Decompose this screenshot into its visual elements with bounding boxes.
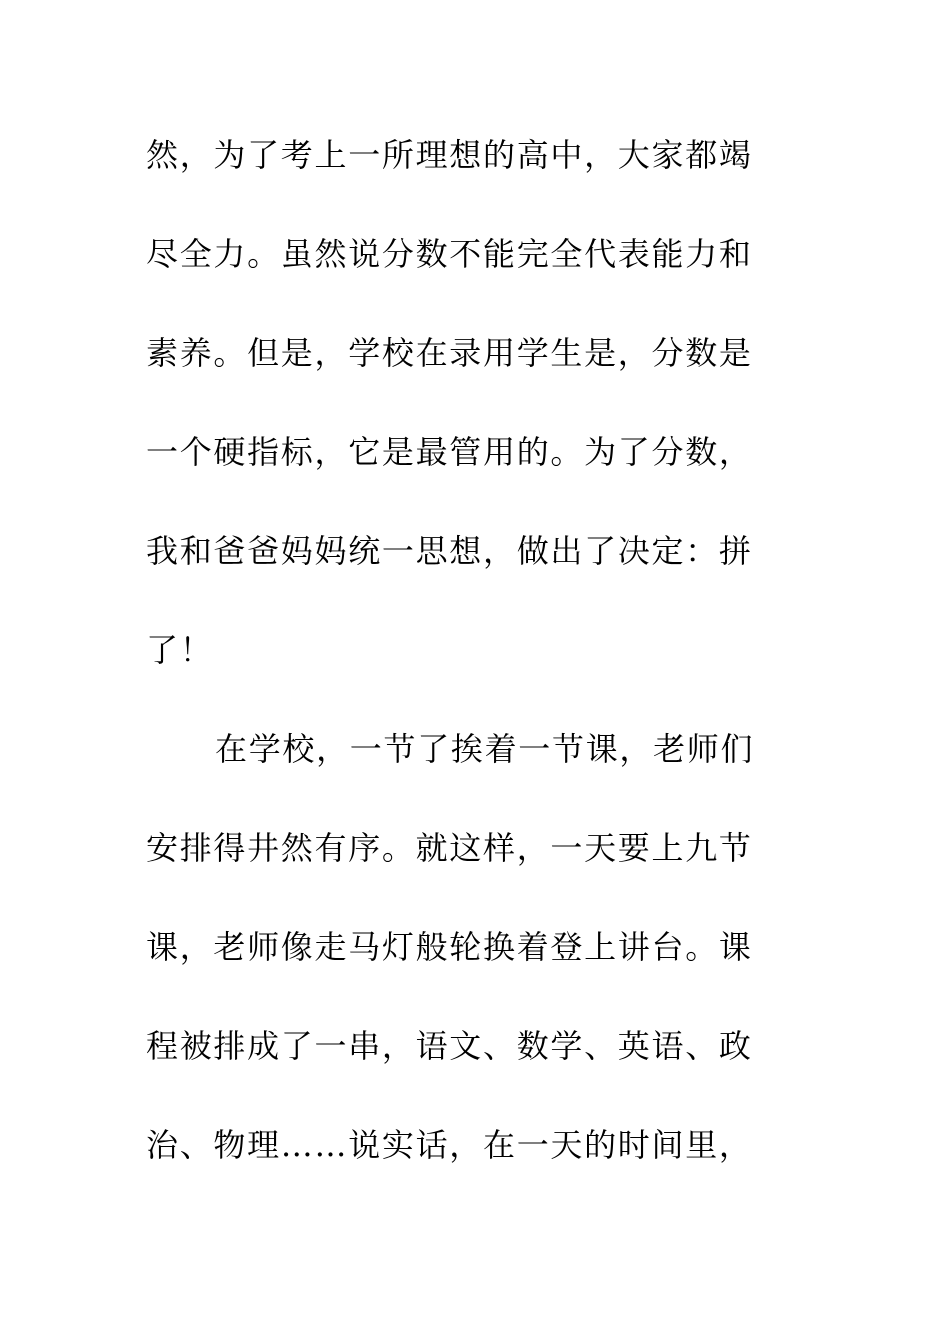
text-line: 程被排成了一串，语文、数学、英语、政 <box>146 1027 753 1065</box>
text-line: 尽全力。虽然说分数不能完全代表能力和 <box>146 235 753 273</box>
text-line: 课，老师像走马灯般轮换着登上讲台。课 <box>146 928 753 966</box>
text-line: 了！ <box>146 631 214 669</box>
paragraph-start-line: 在学校，一节了挨着一节课，老师们 <box>215 730 755 768</box>
body-text <box>146 125 778 1214</box>
text-line: 我和爸爸妈妈统一思想，做出了决定：拼 <box>146 532 753 570</box>
text-line: 素养。但是，学校在录用学生是，分数是 <box>146 334 753 372</box>
text-line: 治、物理……说实话，在一天的时间里， <box>146 1126 753 1164</box>
text-line: 一个硬指标，它是最管用的。为了分数， <box>146 433 753 471</box>
text-line: 安排得井然有序。就这样，一天要上九节 <box>146 829 753 867</box>
text-line: 然，为了考上一所理想的高中，大家都竭 <box>146 136 753 174</box>
